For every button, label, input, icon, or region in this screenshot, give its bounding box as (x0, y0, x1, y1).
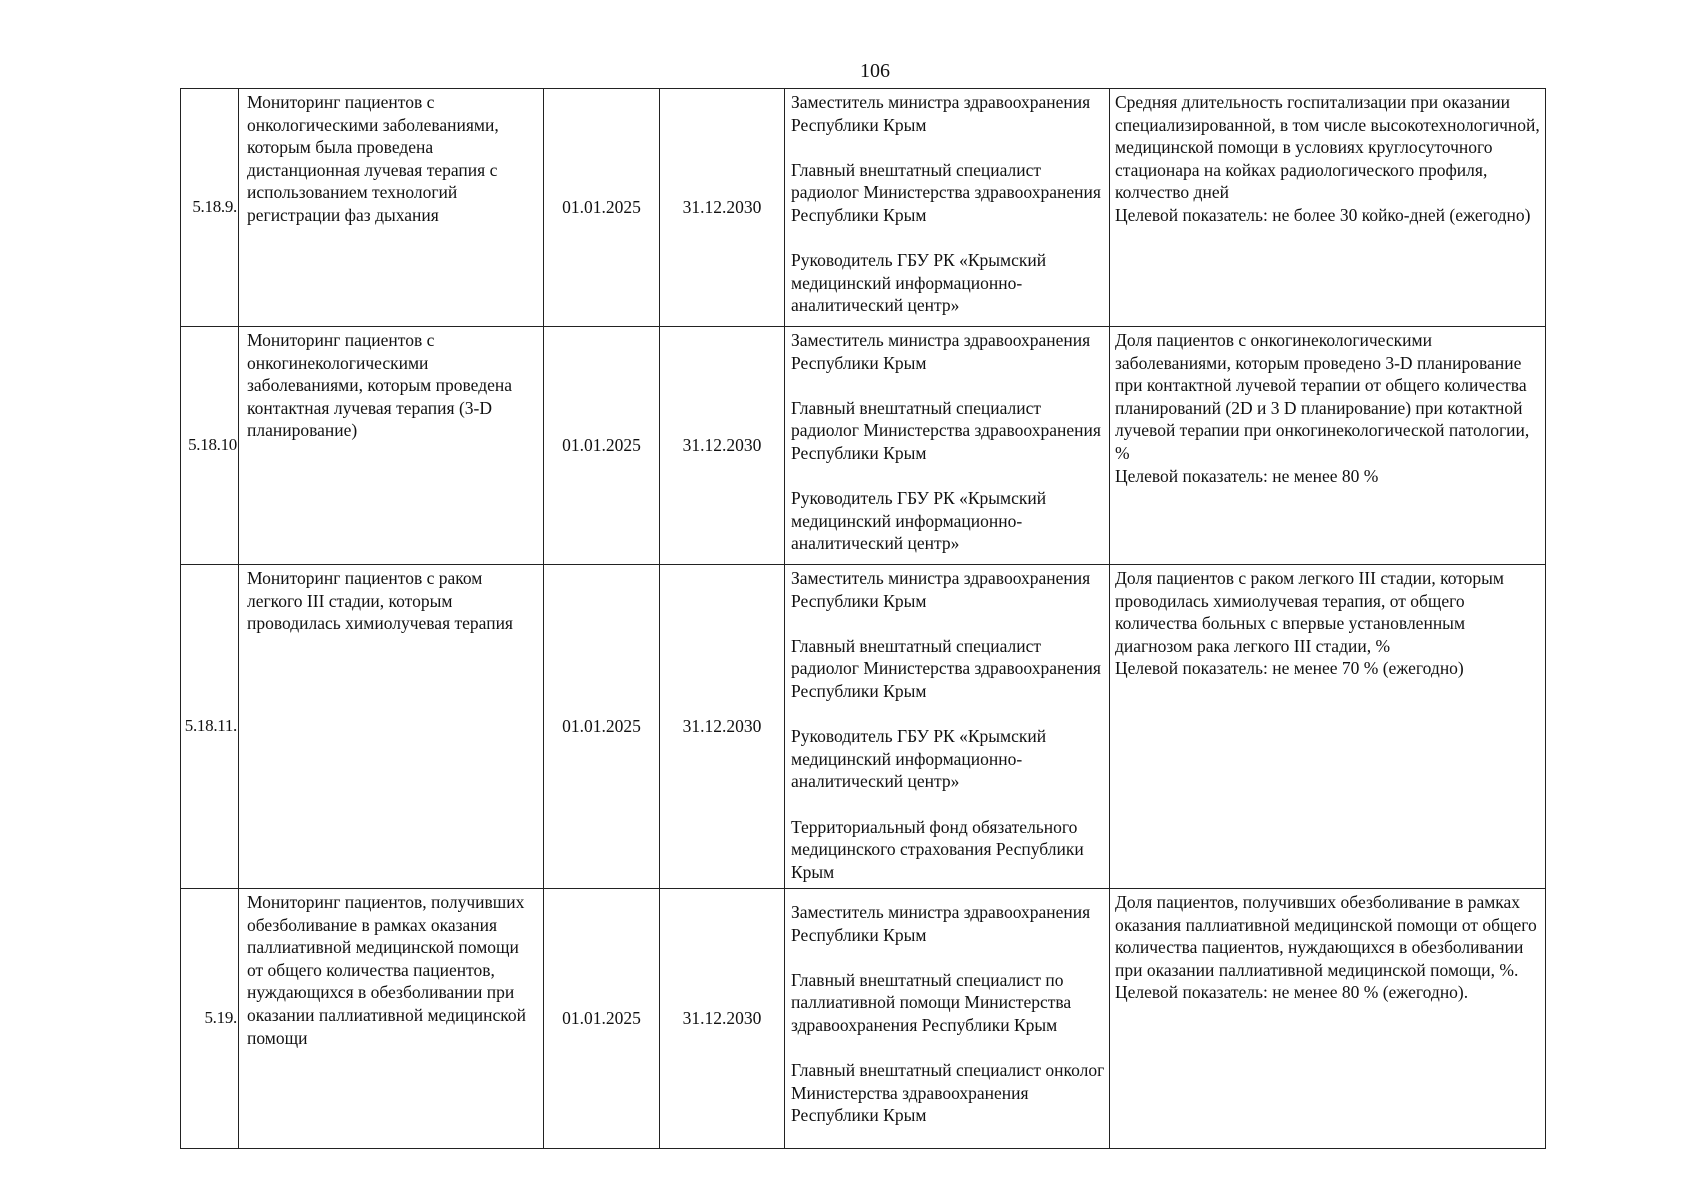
responsible-item: Руководитель ГБУ РК «Крымский медицинский информационно-аналитический центр» (791, 488, 1047, 554)
responsible-item: Заместитель министра здравоохранения Республики Крым (791, 902, 1091, 945)
indicator-text: Доля пациентов с раком легкого III стадии, которым проводилась химиолучевая терапия, от общего количества больных с впервые установленным диагнозом рака легкого III стадии, % (1115, 568, 1504, 656)
indicator-text: Доля пациентов с онкогинекологическими заболеваниями, которым проведено 3-D планирование при контактной лучевой терапии от общего количества планирований (2D и 3 D планирование) при котактной лучевой терапии при онкогинекологической патологии, % (1115, 330, 1530, 463)
end-date: 31.12.2030 (660, 89, 785, 327)
responsible-item: Руководитель ГБУ РК «Крымский медицинский информационно-аналитический центр» (791, 726, 1047, 792)
measures-table (180, 88, 1546, 1149)
responsible-cell (785, 327, 1110, 565)
responsible-item: Заместитель министра здравоохранения Республики Крым (791, 330, 1091, 373)
responsible-cell (785, 89, 1110, 327)
responsible-item: Главный внештатный специалист онколог Министерства здравоохранения Республики Крым (791, 1060, 1105, 1126)
row-number: 5.18.10 (181, 327, 239, 565)
row-number: 5.18.11. (181, 565, 239, 889)
end-date: 31.12.2030 (660, 565, 785, 889)
target-value: Целевой показатель: не менее 80 % (1115, 465, 1379, 486)
end-date: 31.12.2030 (660, 327, 785, 565)
indicator-text: Доля пациентов, получивших обезболивание в рамках оказания паллиативной медицинской помощи от общего количества пациентов, нуждающихся в обезболивании при оказании паллиативной медицинской помощи, %. (1115, 892, 1537, 980)
start-date: 01.01.2025 (544, 889, 660, 1149)
row-number: 5.18.9. (181, 89, 239, 327)
target-value: Целевой показатель: не менее 70 % (ежегодно) (1115, 658, 1464, 679)
page-number: 106 (860, 60, 890, 82)
measure-description: Мониторинг пациентов с онкологическими заболеваниями, которым была проведена дистанционная лучевая терапия с использованием технологий регистрации фаз дыхания (239, 89, 544, 327)
end-date: 31.12.2030 (660, 889, 785, 1149)
table-row (181, 89, 1546, 327)
start-date: 01.01.2025 (544, 327, 660, 565)
indicator-cell (1110, 889, 1546, 1149)
indicator-cell (1110, 327, 1546, 565)
measure-description: Мониторинг пациентов, получивших обезболивание в рамках оказания паллиативной медицинской помощи от общего количества пациентов, нуждающихся в обезболивании при оказании паллиативной медицинской помощи (239, 889, 544, 1149)
responsible-item: Территориальный фонд обязательного медицинского страхования Республики Крым (791, 816, 1084, 882)
start-date: 01.01.2025 (544, 89, 660, 327)
target-value: Целевой показатель: не более 30 койко-дней (ежегодно) (1115, 204, 1531, 225)
indicator-cell (1110, 565, 1546, 889)
responsible-item: Заместитель министра здравоохранения Республики Крым (791, 568, 1091, 611)
responsible-item: Главный внештатный специалист радиолог Министерства здравоохранения Республики Крым (791, 397, 1101, 463)
responsible-item: Заместитель министра здравоохранения Республики Крым (791, 92, 1091, 135)
table-row (181, 889, 1546, 1149)
responsible-cell (785, 889, 1110, 1149)
table-row (181, 565, 1546, 889)
measure-description: Мониторинг пациентов с раком легкого III стадии, которым проводилась химиолучевая терапия (239, 565, 544, 889)
start-date: 01.01.2025 (544, 565, 660, 889)
responsible-item: Руководитель ГБУ РК «Крымский медицинский информационно-аналитический центр» (791, 250, 1047, 316)
target-value: Целевой показатель: не менее 80 % (ежегодно). (1115, 982, 1469, 1003)
responsible-item: Главный внештатный специалист радиолог Министерства здравоохранения Республики Крым (791, 635, 1101, 701)
table-row (181, 327, 1546, 565)
indicator-cell (1110, 89, 1546, 327)
measure-description: Мониторинг пациентов с онкогинекологическими заболеваниями, которым проведена контактная лучевая терапия (3-D планирование) (239, 327, 544, 565)
responsible-item: Главный внештатный специалист по паллиативной помощи Министерства здравоохранения Республики Крым (791, 969, 1072, 1035)
responsible-item: Главный внештатный специалист радиолог Министерства здравоохранения Республики Крым (791, 159, 1101, 225)
indicator-text: Средняя длительность госпитализации при оказании специализированной, в том числе высокотехнологичной, медицинской помощи в условиях круглосуточного стационара на койках радиологического профиля, колчество дней (1115, 92, 1540, 203)
responsible-cell (785, 565, 1110, 889)
row-number: 5.19. (181, 889, 239, 1149)
